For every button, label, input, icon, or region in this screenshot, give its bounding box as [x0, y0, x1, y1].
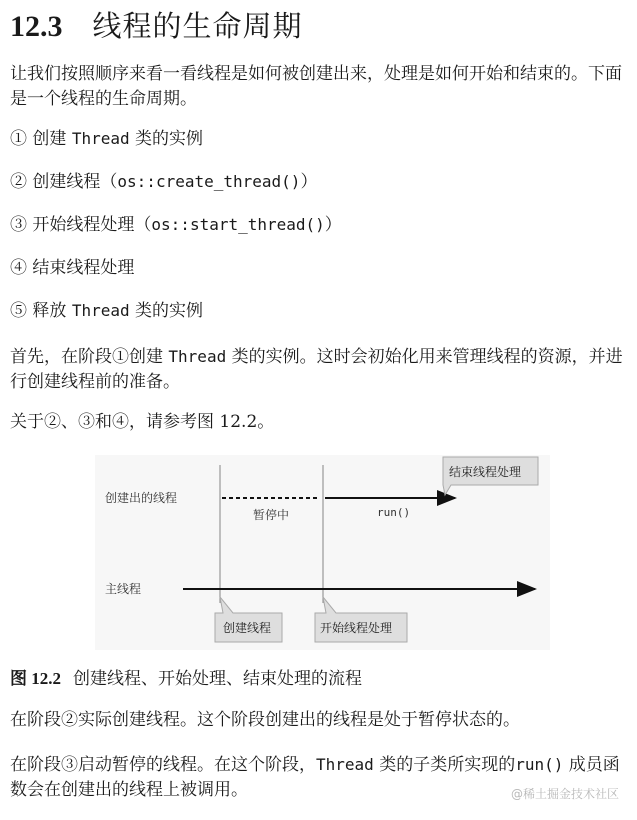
thread-lifecycle-diagram: [95, 455, 550, 650]
section-title: 线程的生命周期: [92, 9, 303, 43]
watermark: @稀土掘金技术社区: [510, 787, 619, 801]
step-item: ⑤ 释放 Thread 类的实例: [10, 301, 204, 321]
step-item: ② 创建线程（os::create_thread()）: [10, 172, 318, 192]
paragraph-stage1: 首先，在阶段①创建 Thread 类的实例。这时会初始化用来管理线程的资源，并进行创建线程前的准备。: [10, 347, 623, 392]
step-item: ① 创建 Thread 类的实例: [10, 129, 204, 149]
created-thread-label: 创建出的线程: [105, 491, 178, 505]
step-item: ③ 开始线程处理（os::start_thread()）: [10, 215, 342, 235]
section-number: 12.3: [10, 10, 63, 43]
paused-label: 暂停中: [253, 508, 290, 522]
figure-caption-text: 创建线程、开始处理、结束处理的流程: [73, 669, 362, 689]
figure-caption: [10, 666, 362, 692]
paragraph-stage3: 在阶段③启动暂停的线程。在这个阶段，Thread 类的子类所实现的run() 成员函数会在创建出的线程上被调用。: [10, 755, 620, 800]
intro-paragraph: 让我们按照顺序来看一看线程是如何被创建出来，处理是如何开始和结束的。下面是一个线程的生命周期。: [10, 64, 622, 109]
paragraph-figure-ref: 关于②、③和④，请参考图 12.2。: [10, 412, 275, 432]
section-heading: [10, 4, 303, 48]
create-callout-label: 创建线程: [223, 621, 272, 635]
main-thread-label: 主线程: [105, 582, 142, 596]
step-item: ④ 结束线程处理: [10, 258, 135, 278]
paragraph-stage2: 在阶段②实际创建线程。这个阶段创建出的线程是处于暂停状态的。: [10, 710, 520, 730]
run-label: run(): [377, 506, 411, 519]
figure-number: 图 12.2: [10, 669, 61, 688]
start-callout-label: 开始线程处理: [320, 621, 393, 635]
end-callout-label: 结束线程处理: [449, 465, 522, 479]
